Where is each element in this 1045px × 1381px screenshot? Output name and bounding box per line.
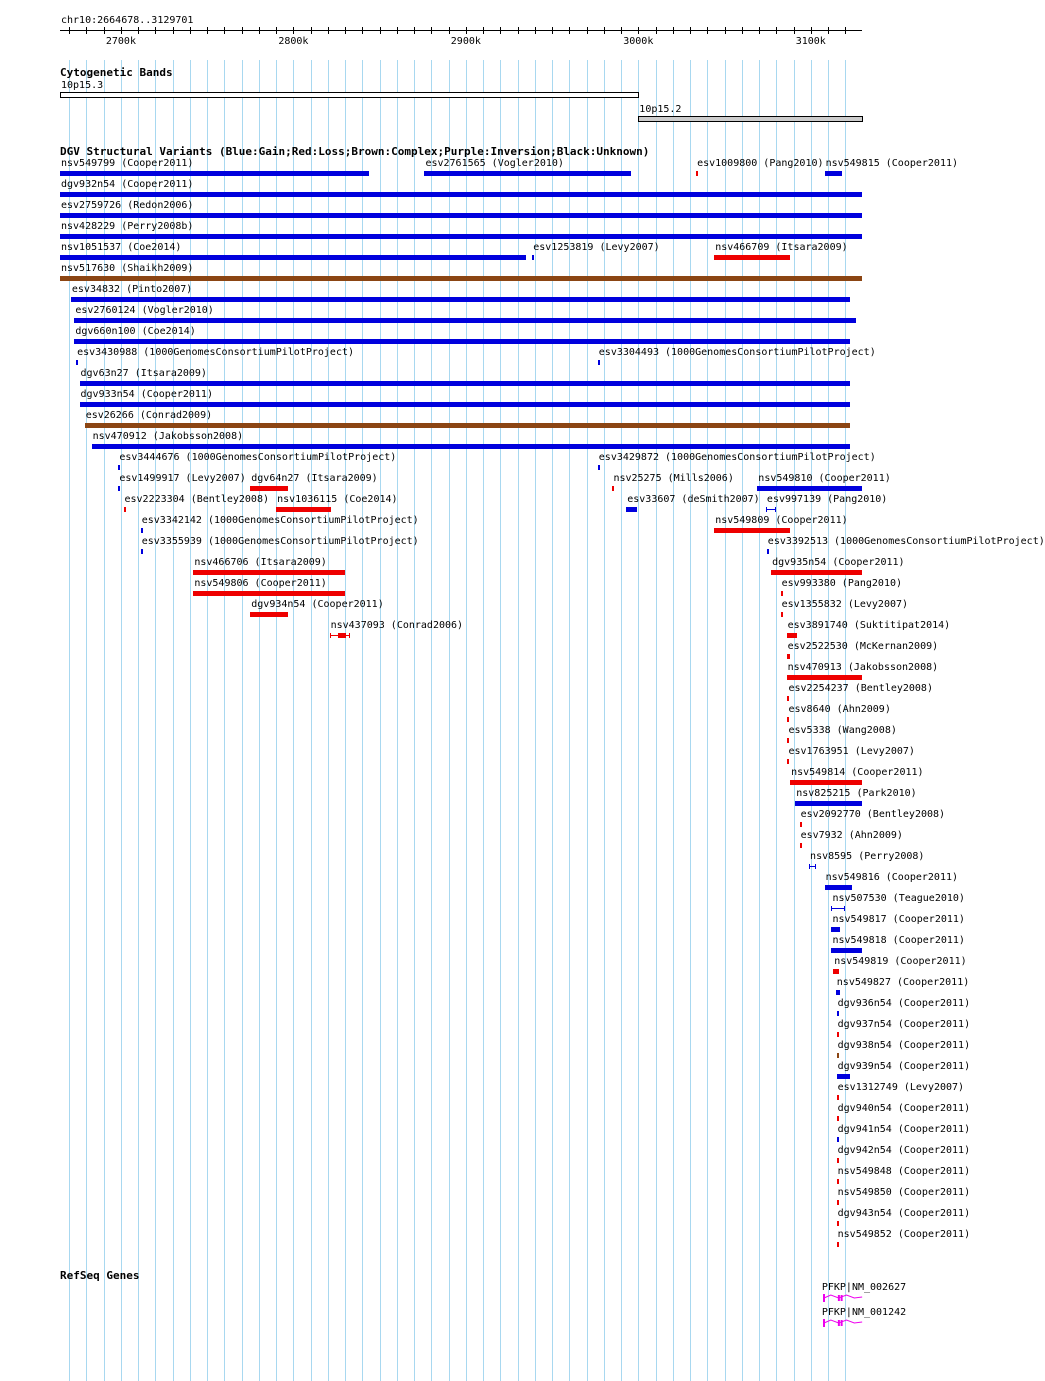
dgv-feature-bar[interactable] xyxy=(193,570,345,575)
dgv-feature-bar[interactable] xyxy=(141,528,143,533)
dgv-feature-label[interactable]: esv997139 (Pang2010) xyxy=(766,494,888,505)
gene-exon xyxy=(840,1295,842,1301)
ruler-tick-label: 2700k xyxy=(105,36,136,47)
dgv-feature-label[interactable]: nsv549810 (Cooper2011) xyxy=(758,473,891,484)
dgv-feature-label[interactable]: dgv938n54 (Cooper2011) xyxy=(837,1040,971,1051)
dgv-feature-label[interactable]: dgv935n54 (Cooper2011) xyxy=(772,557,905,568)
dgv-feature-label[interactable]: nsv549815 (Cooper2011) xyxy=(825,158,959,169)
dgv-feature-cap xyxy=(831,906,832,911)
dgv-feature-label[interactable]: dgv936n54 (Cooper2011) xyxy=(837,998,971,1009)
dgv-feature-label[interactable]: nsv549827 (Cooper2011) xyxy=(836,977,970,988)
dgv-feature-label[interactable]: nsv466709 (Itsara2009) xyxy=(715,242,848,253)
dgv-feature-bar[interactable] xyxy=(837,1221,839,1226)
dgv-feature-label[interactable]: nsv549816 (Cooper2011) xyxy=(825,872,959,883)
dgv-feature-cap xyxy=(844,906,845,911)
dgv-feature-label[interactable]: esv8640 (Ahn2009) xyxy=(788,704,891,715)
dgv-feature-bar[interactable] xyxy=(787,654,790,659)
cytoband-10p15-3[interactable] xyxy=(60,92,639,98)
ruler-tick-label: 3000k xyxy=(623,36,654,47)
dgv-feature-label[interactable]: esv3430988 (1000GenomesConsortiumPilotProject) xyxy=(77,347,355,358)
dgv-feature-label[interactable]: nsv549818 (Cooper2011) xyxy=(832,935,965,946)
dgv-feature-bar[interactable] xyxy=(790,780,862,785)
dgv-feature-bar[interactable] xyxy=(598,360,600,365)
dgv-feature-label[interactable]: esv3304493 (1000GenomesConsortiumPilotProject) xyxy=(598,347,876,358)
dgv-feature-bar[interactable] xyxy=(74,339,850,344)
dgv-feature-bar[interactable] xyxy=(836,990,840,995)
dgv-feature-label[interactable]: esv5338 (Wang2008) xyxy=(788,725,897,736)
dgv-feature-label[interactable]: dgv940n54 (Cooper2011) xyxy=(837,1103,971,1114)
dgv-feature-label[interactable]: nsv507530 (Teague2010) xyxy=(832,893,965,904)
dgv-feature-bar[interactable] xyxy=(532,255,534,260)
dgv-feature-label[interactable]: nsv470912 (Jakobsson2008) xyxy=(92,431,244,442)
dgv-feature-label[interactable]: esv1009800 (Pang2010) xyxy=(697,158,824,169)
dgv-feature-cap xyxy=(330,633,331,638)
ruler xyxy=(0,22,890,72)
dgv-feature-bar[interactable] xyxy=(787,696,789,701)
dgv-feature-bar[interactable] xyxy=(787,675,862,680)
dgv-feature-label[interactable]: esv34832 (Pinto2007) xyxy=(71,284,193,295)
gene-exon xyxy=(840,1320,842,1326)
dgv-feature-bar[interactable] xyxy=(118,465,120,470)
dgv-feature-label[interactable]: esv33607 (deSmith2007) xyxy=(627,494,760,505)
ruler-tick-label: 3100k xyxy=(795,36,826,47)
dgv-feature-label[interactable]: nsv825215 (Park2010) xyxy=(796,788,917,799)
dgv-feature-bar[interactable] xyxy=(831,948,862,953)
dgv-feature-label[interactable]: nsv428229 (Perry2008b) xyxy=(61,221,194,232)
dgv-feature-bar[interactable] xyxy=(74,318,855,323)
dgv-feature-bar[interactable] xyxy=(837,1095,839,1100)
refseq-track-title: RefSeq Genes xyxy=(60,1269,140,1282)
cytoband-track-title: Cytogenetic Bands xyxy=(60,66,173,79)
dgv-feature-bar[interactable] xyxy=(80,402,851,407)
dgv-feature-bar[interactable] xyxy=(771,570,862,575)
dgv-feature-label[interactable]: nsv549806 (Cooper2011) xyxy=(194,578,327,589)
gene-exon xyxy=(823,1319,825,1327)
dgv-feature-bar[interactable] xyxy=(825,171,842,176)
dgv-feature-label[interactable]: esv2522530 (McKernan2009) xyxy=(787,641,939,652)
dgv-feature-line[interactable] xyxy=(831,908,845,909)
dgv-feature-label[interactable]: esv2092770 (Bentley2008) xyxy=(800,809,946,820)
dgv-feature-bar[interactable] xyxy=(837,1074,851,1079)
dgv-feature-label[interactable]: esv1312749 (Levy2007) xyxy=(837,1082,965,1093)
dgv-feature-bar[interactable] xyxy=(837,1137,839,1142)
dgv-feature-bar[interactable] xyxy=(787,759,789,764)
dgv-feature-bar[interactable] xyxy=(141,549,143,554)
gene-exon xyxy=(838,1320,840,1326)
dgv-feature-cap xyxy=(815,864,816,869)
dgv-feature-label[interactable]: dgv64n27 (Itsara2009) xyxy=(251,473,378,484)
dgv-feature-bar[interactable] xyxy=(837,1032,839,1037)
dgv-feature-label[interactable]: esv2761565 (Vogler2010) xyxy=(425,158,564,169)
dgv-feature-bar[interactable] xyxy=(338,633,346,638)
dgv-feature-label[interactable]: dgv942n54 (Cooper2011) xyxy=(837,1145,971,1156)
gene-exon xyxy=(838,1295,840,1301)
dgv-feature-bar[interactable] xyxy=(781,612,783,617)
dgv-feature-bar[interactable] xyxy=(696,171,698,176)
dgv-feature-bar[interactable] xyxy=(837,1179,839,1184)
dgv-feature-label[interactable]: dgv939n54 (Cooper2011) xyxy=(837,1061,971,1072)
dgv-feature-bar[interactable] xyxy=(60,255,526,260)
dgv-feature-bar[interactable] xyxy=(837,1116,839,1121)
dgv-feature-bar[interactable] xyxy=(60,192,862,197)
ruler-tick-label: 2900k xyxy=(450,36,481,47)
gene-exon xyxy=(823,1294,825,1302)
dgv-feature-bar[interactable] xyxy=(714,255,790,260)
dgv-feature-label[interactable]: nsv1051537 (Coe2014) xyxy=(61,242,182,253)
dgv-feature-label[interactable]: nsv549809 (Cooper2011) xyxy=(715,515,848,526)
dgv-feature-cap xyxy=(766,507,767,512)
dgv-feature-label[interactable]: esv2254237 (Bentley2008) xyxy=(788,683,933,694)
cytoband-label: 10p15.2 xyxy=(639,104,682,115)
dgv-feature-bar[interactable] xyxy=(124,507,126,512)
dgv-feature-bar[interactable] xyxy=(118,486,120,491)
dgv-feature-label[interactable]: esv993380 (Pang2010) xyxy=(781,578,903,589)
dgv-feature-cap xyxy=(809,864,810,869)
dgv-feature-label[interactable]: esv1763951 (Levy2007) xyxy=(788,746,915,757)
dgv-feature-label[interactable]: esv3392513 (1000GenomesConsortiumPilotProject) xyxy=(767,536,1045,547)
dgv-feature-label[interactable]: esv2759726 (Redon2006) xyxy=(61,200,194,211)
gene-label[interactable]: PFKP|NM_001242 xyxy=(821,1307,907,1318)
dgv-feature-bar[interactable] xyxy=(714,528,790,533)
dgv-feature-bar[interactable] xyxy=(424,171,631,176)
dgv-feature-bar[interactable] xyxy=(757,486,862,491)
gene-model[interactable] xyxy=(823,1317,864,1329)
dgv-feature-label[interactable]: nsv1036115 (Coe2014) xyxy=(277,494,398,505)
dgv-feature-bar[interactable] xyxy=(795,801,862,806)
ruler-tick-label: 2800k xyxy=(278,36,309,47)
dgv-feature-label[interactable]: nsv466706 (Itsara2009) xyxy=(194,557,327,568)
dgv-feature-label[interactable]: nsv517630 (Shaikh2009) xyxy=(61,263,194,274)
dgv-feature-bar[interactable] xyxy=(837,1011,839,1016)
dgv-feature-bar[interactable] xyxy=(71,297,851,302)
dgv-feature-label[interactable]: esv3444676 (1000GenomesConsortiumPilotProject) xyxy=(119,452,397,463)
dgv-feature-cap xyxy=(775,507,776,512)
dgv-feature-label[interactable]: nsv549817 (Cooper2011) xyxy=(832,914,965,925)
dgv-feature-bar[interactable] xyxy=(825,885,853,890)
dgv-feature-label[interactable]: dgv943n54 (Cooper2011) xyxy=(837,1208,971,1219)
dgv-feature-label[interactable]: dgv932n54 (Cooper2011) xyxy=(61,179,194,190)
dgv-feature-label[interactable]: nsv549819 (Cooper2011) xyxy=(834,956,967,967)
dgv-feature-bar[interactable] xyxy=(837,1053,839,1058)
dgv-feature-bar[interactable] xyxy=(831,927,840,932)
dgv-feature-bar[interactable] xyxy=(92,444,851,449)
dgv-feature-label[interactable]: nsv470913 (Jakobsson2008) xyxy=(787,662,939,673)
dgv-feature-label[interactable]: esv3355939 (1000GenomesConsortiumPilotProject) xyxy=(141,536,419,547)
dgv-feature-label[interactable]: dgv933n54 (Cooper2011) xyxy=(80,389,213,400)
dgv-feature-bar[interactable] xyxy=(60,276,862,281)
dgv-feature-bar[interactable] xyxy=(787,633,797,638)
dgv-feature-bar[interactable] xyxy=(837,1242,839,1247)
dgv-feature-label[interactable]: nsv549852 (Cooper2011) xyxy=(837,1229,971,1240)
dgv-feature-label[interactable]: nsv8595 (Perry2008) xyxy=(810,851,925,862)
dgv-feature-bar[interactable] xyxy=(60,213,862,218)
gene-label[interactable]: PFKP|NM_002627 xyxy=(821,1282,907,1293)
dgv-feature-bar[interactable] xyxy=(598,465,600,470)
dgv-feature-label[interactable]: esv26266 (Conrad2009) xyxy=(85,410,213,421)
dgv-feature-bar[interactable] xyxy=(276,507,331,512)
dgv-feature-label[interactable]: esv3342142 (1000GenomesConsortiumPilotProject) xyxy=(141,515,419,526)
dgv-feature-bar[interactable] xyxy=(837,1200,839,1205)
dgv-feature-label[interactable]: esv1499917 (Levy2007) xyxy=(119,473,246,484)
dgv-feature-bar[interactable] xyxy=(837,1158,839,1163)
cytoband-label: 10p15.3 xyxy=(61,80,104,91)
dgv-feature-label[interactable]: esv1355832 (Levy2007) xyxy=(781,599,909,610)
dgv-feature-label[interactable]: esv2223304 (Bentley2008) xyxy=(124,494,269,505)
dgv-feature-bar[interactable] xyxy=(767,549,769,554)
dgv-feature-label[interactable]: dgv941n54 (Cooper2011) xyxy=(837,1124,971,1135)
dgv-feature-bar[interactable] xyxy=(250,486,288,491)
dgv-feature-bar[interactable] xyxy=(60,234,862,239)
dgv-feature-bar[interactable] xyxy=(250,612,288,617)
dgv-feature-bar[interactable] xyxy=(781,591,783,596)
dgv-feature-label[interactable]: nsv549850 (Cooper2011) xyxy=(837,1187,971,1198)
dgv-feature-label[interactable]: esv2760124 (Vogler2010) xyxy=(75,305,214,316)
dgv-feature-bar[interactable] xyxy=(800,822,802,827)
dgv-feature-cap xyxy=(349,633,350,638)
dgv-feature-label[interactable]: esv3891740 (Suktitipat2014) xyxy=(787,620,951,631)
dgv-feature-label[interactable]: esv3429872 (1000GenomesConsortiumPilotProject) xyxy=(598,452,876,463)
dgv-feature-label[interactable]: nsv549848 (Cooper2011) xyxy=(837,1166,971,1177)
dgv-feature-bar[interactable] xyxy=(80,381,851,386)
dgv-feature-bar[interactable] xyxy=(193,591,345,596)
dgv-feature-label[interactable]: dgv934n54 (Cooper2011) xyxy=(251,599,384,610)
dgv-feature-bar[interactable] xyxy=(612,486,614,491)
dgv-feature-bar[interactable] xyxy=(787,738,789,743)
dgv-feature-label[interactable]: nsv437093 (Conrad2006) xyxy=(330,620,464,631)
dgv-feature-bar[interactable] xyxy=(85,423,851,428)
dgv-feature-label[interactable]: dgv63n27 (Itsara2009) xyxy=(80,368,207,379)
dgv-feature-bar[interactable] xyxy=(787,717,789,722)
dgv-feature-label[interactable]: nsv25275 (Mills2006) xyxy=(613,473,734,484)
dgv-feature-bar[interactable] xyxy=(800,843,802,848)
dgv-feature-label[interactable]: esv7932 (Ahn2009) xyxy=(800,830,903,841)
position-label: chr10:2664678..3129701 xyxy=(61,15,194,26)
dgv-feature-label[interactable]: nsv549799 (Cooper2011) xyxy=(61,158,194,169)
dgv-feature-bar[interactable] xyxy=(76,360,78,365)
dgv-feature-label[interactable]: dgv937n54 (Cooper2011) xyxy=(837,1019,971,1030)
dgv-feature-label[interactable]: dgv660n100 (Coe2014) xyxy=(75,326,196,337)
dgv-feature-label[interactable]: esv1253819 (Levy2007) xyxy=(533,242,660,253)
dgv-feature-bar[interactable] xyxy=(60,171,369,176)
gene-intron-line xyxy=(824,1320,862,1323)
dgv-feature-bar[interactable] xyxy=(833,969,839,974)
gene-model[interactable] xyxy=(823,1292,864,1304)
gene-intron-line xyxy=(824,1295,862,1298)
dgv-feature-label[interactable]: nsv549814 (Cooper2011) xyxy=(791,767,924,778)
dgv-feature-bar[interactable] xyxy=(626,507,636,512)
dgv-track-title: DGV Structural Variants (Blue:Gain;Red:Loss;Brown:Complex;Purple:Inversion;Black:Unknown) xyxy=(60,145,650,158)
cytoband-10p15-2[interactable] xyxy=(638,116,863,122)
